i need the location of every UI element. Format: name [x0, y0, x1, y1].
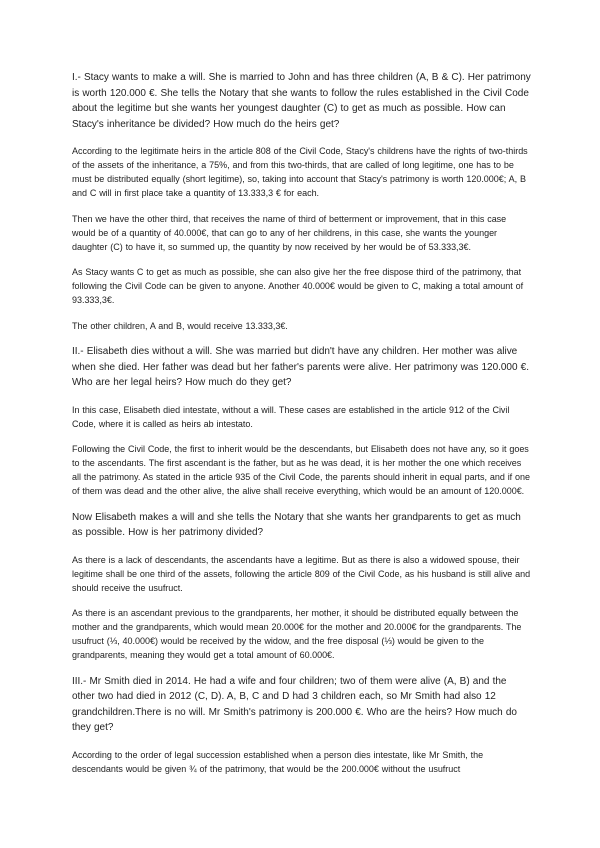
question-1: I.- Stacy wants to make a will. She is married to John and has three children (A, B & C). Her patrimony is worth 120.000 €. She tells the Notary that she wants to follow the rules established in the Civil Code about the legitime but she wants her youngest daughter (C) to get as much as possible. How can Stacy's inheritance be divided? How much do the heirs get?	[72, 72, 531, 130]
answer-2-paragraph-2: Following the Civil Code, the first to inherit would be the descendants, but Elisabeth does not have any, so it goes to the ascendants. The first ascendant is the father, but as he was dead, it is her mother the one which receives all the patrimony. As stated in the article 935 of the Civil Code, the parents should inherit in equal parts, and if one of them was dead and the other alive, the alive shall receive everything, which would be an amount of 120.000€.	[72, 444, 531, 496]
answer-2b-paragraph-2: As there is an ascendant previous to the grandparents, her mother, it should be distributed equally between the mother and the grandparents, which would mean 20.000€ for the mother and 20.000€ for the grandparents. The usufruct (⅓, 40.000€) would be received by the widow, and the free disposal (⅓) would be given to the grandparents, meaning they would get a total amount of 60.000€.	[72, 608, 522, 660]
answer-2b-paragraph-1: As there is a lack of descendants, the ascendants have a legitime. But as there is also a widowed spouse, their legitime shall be one third of the assets, following the article 809 of the Civil Code, as his husband is still alive and should receive the usufruct.	[72, 554, 531, 593]
answer-3-paragraph-1: According to the order of legal succession established when a person dies intestate, like Mr Smith, the descendants would be given ¾ of the patrimony, that would be the 200.000€ without the usufruct	[72, 749, 484, 774]
answer-1-paragraph-2: Then we have the other third, that receives the name of third of betterment or improvement, that in this case would be of a quantity of 40.000€, that can go to any of her childrens, in this case, she wants the younger daughter (C) to have it, so summed up, the quantity by now received by her would be of 53.333,3€.	[72, 213, 507, 252]
answer-1-paragraph-3: As Stacy wants C to get as much as possible, she can also give her the free dispose third of the patrimony, that following the Civil Code can be given to anyone. Another 40.000€ would be given to C, making a total amount of 93.333,3€.	[72, 267, 524, 305]
answer-1-paragraph-1: According to the legitimate heirs in the article 808 of the Civil Code, Stacy's childrens have the rights of two-thirds of the assets of the inheritance, a 75%, and from this two-thirds, that are called of long legitime, one has to be must be distributed equally (short legitime), so, taking into account that Stacy's patrimony is worth 120.000€; A, B and C will in first place take a quantity of 13.333,3 € for each.	[72, 146, 528, 198]
question-2: II.- Elisabeth dies without a will. She was married but didn't have any children. Her mother was alive when she died. Her father was dead but her father's parents were alive. Her patrimony was 120.000 €. Who are her legal heirs? How much do they get?	[72, 346, 529, 388]
question-2b: Now Elisabeth makes a will and she tells the Notary that she wants her grandparents to get as much as possible. How is her patrimony divided?	[72, 511, 521, 538]
answer-1-paragraph-4: The other children, A and B, would receive 13.333,3€.	[72, 320, 288, 331]
answer-2-paragraph-1: In this case, Elisabeth died intestate, without a will. These cases are established in the article 912 of the Civil Code, where it is called as heirs ab intestato.	[72, 404, 510, 429]
question-3: III.- Mr Smith died in 2014. He had a wife and four children; two of them were alive (A, B) and the other two had died in 2012 (C, D). A, B, C and D had 3 children each, so Mr Smith had also 12 grandchildren.There is no will. Mr Smith's patrimony is 200.000 €. Who are the heirs? How much do they get?	[72, 675, 517, 733]
